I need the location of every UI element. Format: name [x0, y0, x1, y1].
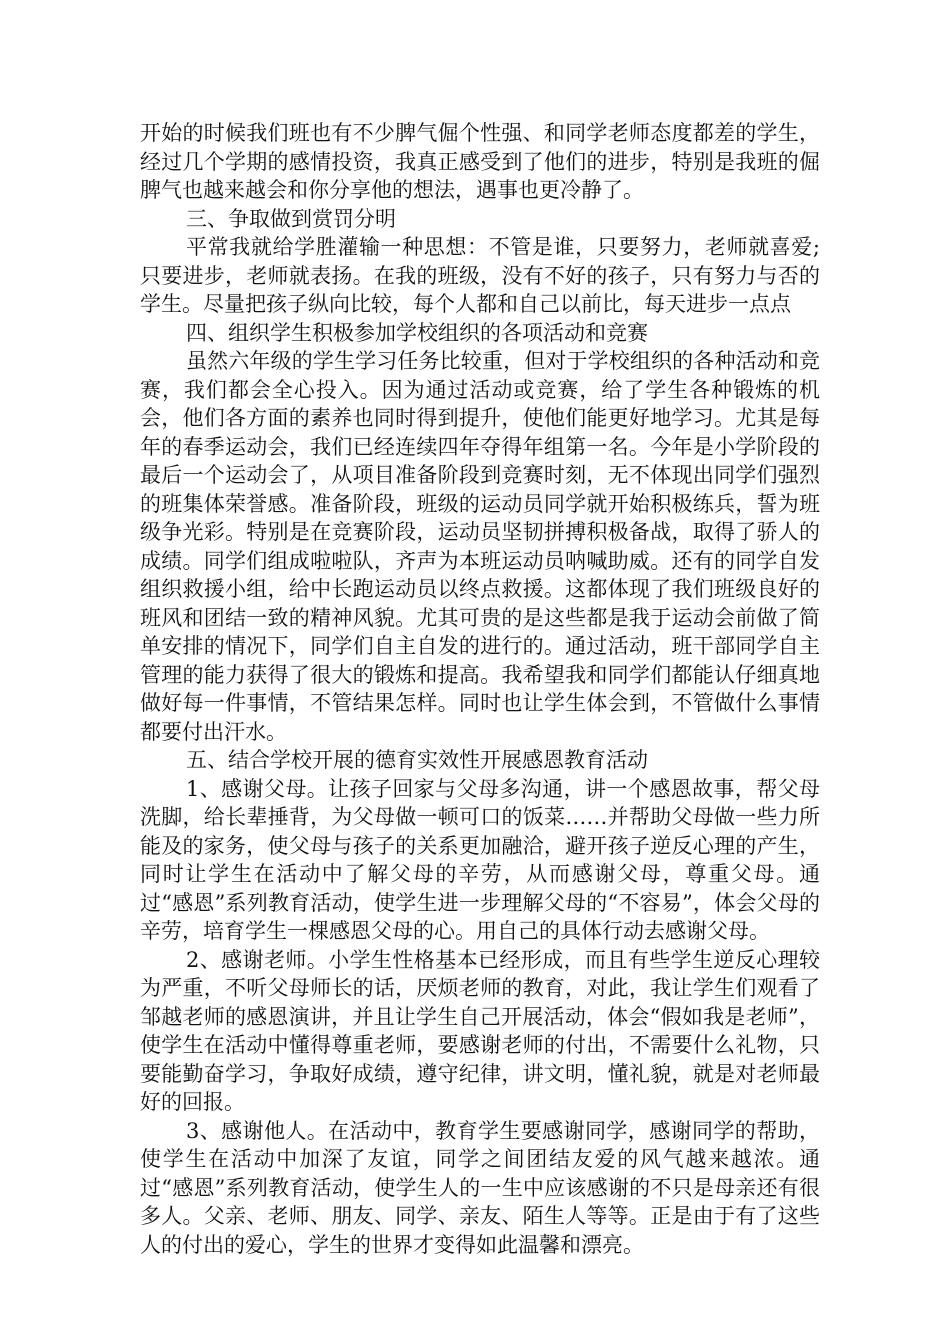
document-body — [140, 119, 820, 1259]
section-heading-4: 四、组织学生积极参加学校组织的各项活动和竞赛 — [186, 320, 648, 345]
paragraph-1: 开始的时候我们班也有不少脾气倔个性强、和同学老师态度都差的学生，经过几个学期的感情投资，我真正感受到了他们的进步，特别是我班的倔脾气也越来越会和你分享他的想法，遇事也更冷静了。 — [140, 121, 820, 202]
paragraph-2: 平常我就给学胜灌输一种思想：不管是谁，只要努力，老师就喜爱;只要进步，老师就表扬。在我的班级，没有不好的孩子，只有努力与否的学生。尽量把孩子纵向比较，每个人都和自己以前比，每天进步一点点 — [140, 235, 820, 316]
paragraph-thank-others: 3、感谢他人。在活动中，教育学生要感谢同学，感谢同学的帮助，使学生在活动中加深了友谊，同学之间团结友爱的风气越来越浓。通过“感恩”系列教育活动，使学生人的一生中应该感谢的不只是母亲还有很多人。父亲、老师、朋友、同学、亲友、陌生人等等。正是由于有了这些人的付出的爱心，学生的世界才变得如此温馨和漂亮。 — [140, 1118, 820, 1257]
section-heading-3: 三、争取做到赏罚分明 — [186, 206, 396, 231]
paragraph-3: 虽然六年级的学生学习任务比较重，但对于学校组织的各种活动和竞赛，我们都会全心投入。因为通过活动或竞赛，给了学生各种锻炼的机会，他们各方面的素养也同时得到提升，使他们能更好地学习。尤其是每年的春季运动会，我们已经连续四年夺得年组第一名。今年是小学阶段的最后一个运动会了，从项目准备阶段到竞赛时刻，无不体现出同学们强烈的班集体荣誉感。准备阶段，班级的运动员同学就开始积极练兵，誓为班级争光彩。特别是在竞赛阶段，运动员坚韧拼搏积极备战，取得了骄人的成绩。同学们组成啦啦队，齐声为本班运动员呐喊助威。还有的同学自发组织救援小组，给中长跑运动员以终点救援。这都体现了我们班级良好的班风和团结一致的精神风貌。尤其可贵的是这些都是我于运动会前做了简单安排的情况下，同学们自主自发的进行的。通过活动，班干部同学自主管理的能力获得了很大的锻炼和提高。我希望我和同学们都能认仔细真地做好每一件事情，不管结果怎样。同时也让学生体会到，不管做什么事情都要付出汗水。 — [140, 349, 820, 744]
paragraph-thank-parents: 1、感谢父母。让孩子回家与父母多沟通，讲一个感恩故事，帮父母洗脚，给长辈捶背，为父母做一顿可口的饭菜……并帮助父母做一些力所能及的家务，使父母与孩子的关系更加融洽，避开孩子逆反心理的产生，同时让学生在活动中了解父母的辛劳，从而感谢父母，尊重父母。通过“感恩”系列教育活动，使学生进一步理解父母的“不容易”，体会父母的辛劳，培育学生一棵感恩父母的心。用自己的具体行动去感谢父母。 — [140, 776, 820, 943]
paragraph-thank-teachers: 2、感谢老师。小学生性格基本已经形成，而且有些学生逆反心理较为严重，不听父母师长的话，厌烦老师的教育，对此，我让学生们观看了邹越老师的感恩演讲，并且让学生自己开展活动，体会“假如我是老师”，使学生在活动中懂得尊重老师，要感谢老师的付出，不需要什么礼物，只要能勤奋学习，争取好成绩，遵守纪律，讲文明，懂礼貌，就是对老师最好的回报。 — [140, 947, 820, 1114]
section-heading-5: 五、结合学校开展的德育实效性开展感恩教育活动 — [186, 748, 648, 772]
